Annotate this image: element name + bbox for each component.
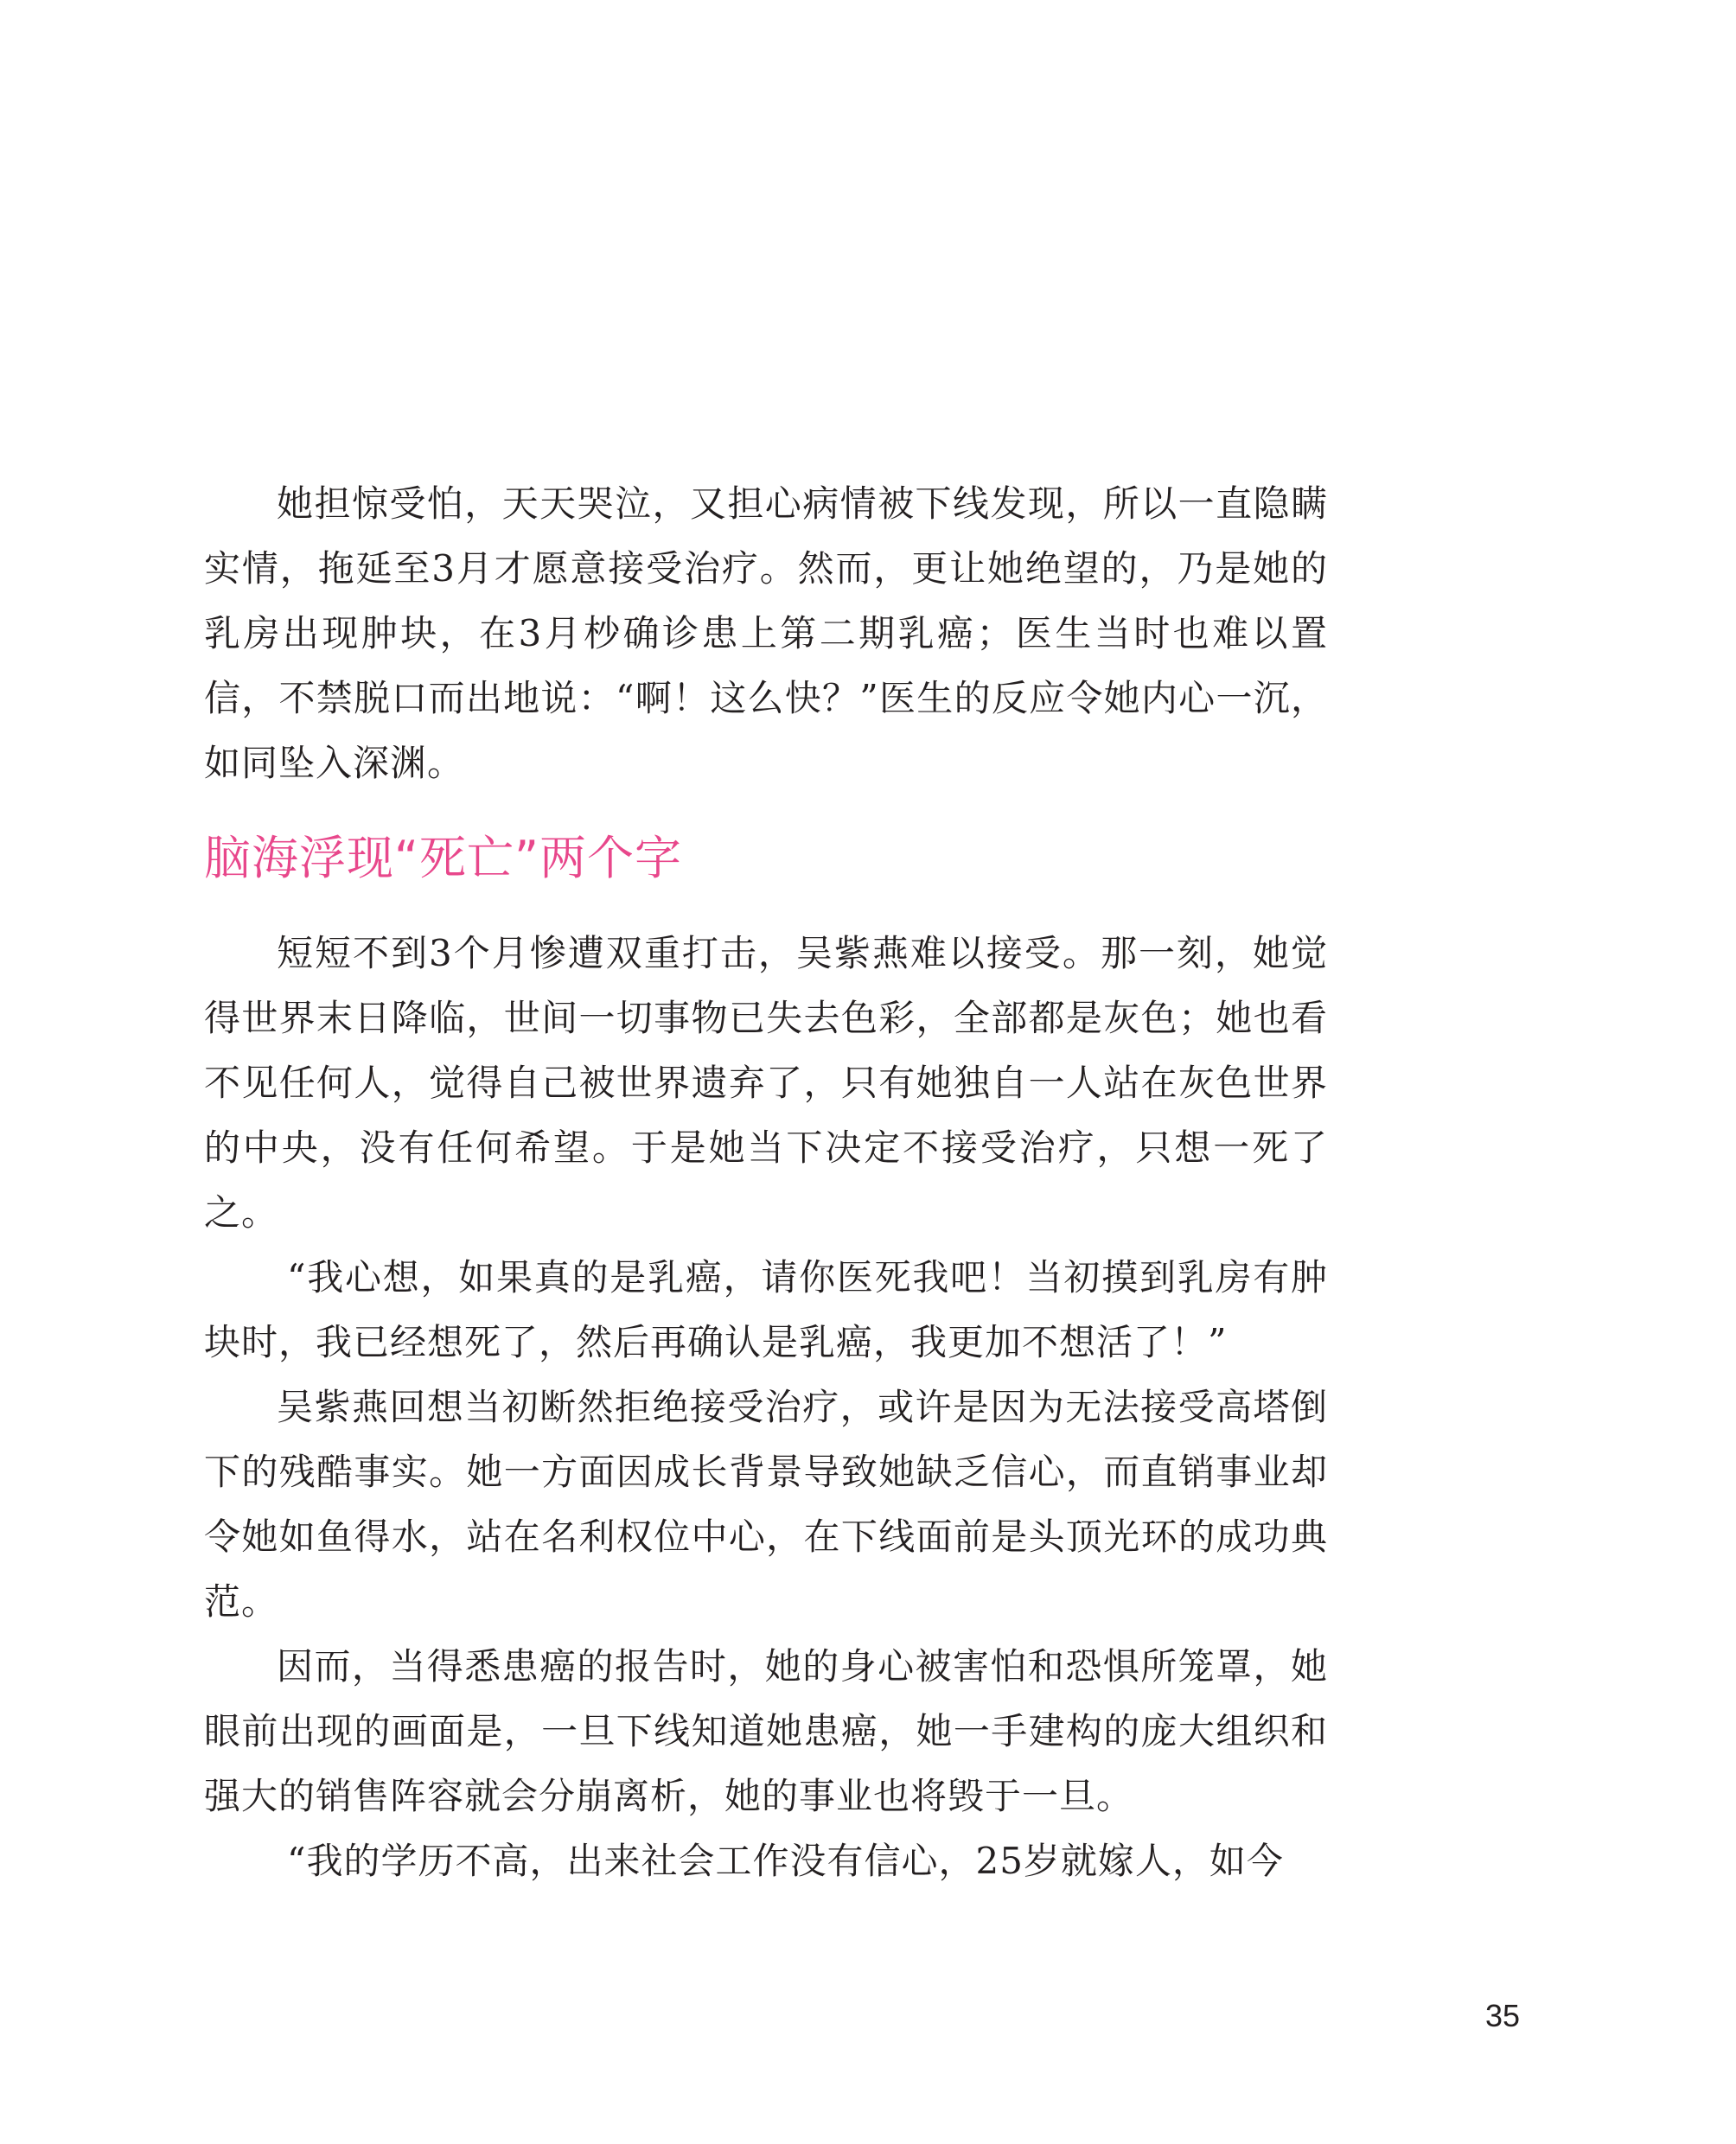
text-block-main (204, 921, 1328, 1893)
section-heading: 脑海浮现“死亡”两个字 (204, 831, 682, 885)
page-number: 35 (1485, 1998, 1521, 2033)
paragraph: 因而，当得悉患癌的报告时，她的身心被害怕和恐惧所笼罩，她眼前出现的画面是，一旦下线知道她患癌，她一手建构的庞大组织和强大的销售阵容就会分崩离析，她的事业也将毁于一旦。 (204, 1645, 1328, 1817)
paragraph: 她担惊受怕，天天哭泣，又担心病情被下线发现，所以一直隐瞒实情，拖延至3月才愿意接受治疗。然而，更让她绝望的，乃是她的乳房出现肿块，在3月杪确诊患上第二期乳癌；医生当时也难以置信，不禁脱口而出地说：“啊！这么快？”医生的反应令她内心一沉，如同坠入深渊。 (204, 482, 1328, 784)
text-block-top (204, 471, 1328, 795)
paragraph-quote: “我的学历不高，出来社会工作没有信心，25岁就嫁人，如今 (287, 1840, 1284, 1882)
paragraph: 短短不到3个月惨遭双重打击，吴紫燕难以接受。那一刻，她觉得世界末日降临，世间一切事物已失去色彩，全部都是灰色；她也看不见任何人，觉得自己被世界遗弃了，只有她独自一人站在灰色世界的中央，没有任何希望。于是她当下决定不接受治疗，只想一死了之。 (204, 932, 1328, 1234)
paragraph-quote: “我心想，如果真的是乳癌，请你医死我吧！当初摸到乳房有肿块时，我已经想死了，然后再确认是乳癌，我更加不想活了！” (204, 1256, 1328, 1363)
paragraph: 吴紫燕回想当初断然拒绝接受治疗，或许是因为无法接受高塔倒下的残酷事实。她一方面因成长背景导致她缺乏信心，而直销事业却令她如鱼得水，站在名利权位中心，在下线面前是头顶光环的成功典范。 (204, 1386, 1328, 1623)
